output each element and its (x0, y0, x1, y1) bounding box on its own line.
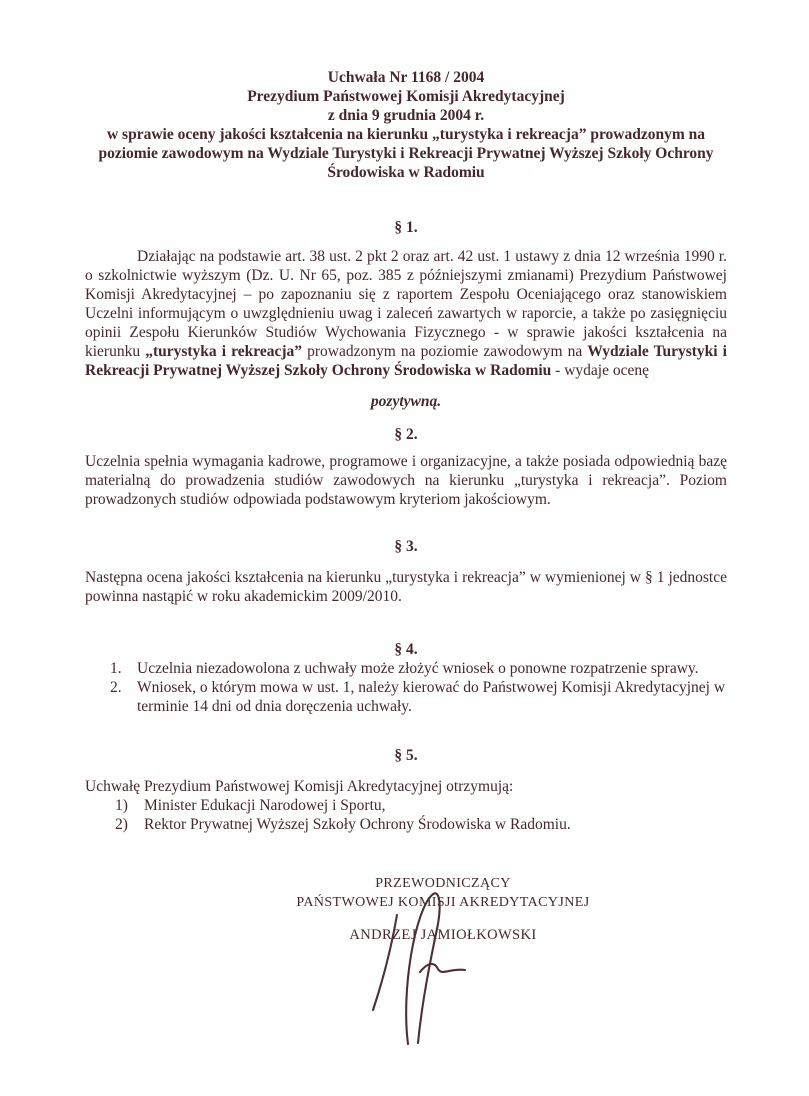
list-item-number: 1. (110, 660, 122, 677)
section-2-paragraph: Uczelnia spełnia wymagania kadrowe, programowe i organizacyjne, a także posiada odpowiednią bazę materialną do prowadzenia studiów zawodowych na kierunku „turystyka i rekreacja”. Poziom prowadzonych studiów odpowiada podstawowym kryteriom jakościowym. (85, 453, 727, 508)
section-5-heading: § 5. (394, 747, 418, 764)
list-item-number: 2) (115, 816, 128, 833)
list-item (110, 678, 727, 716)
list-item-number: 1) (115, 797, 128, 814)
resolution-subject: w sprawie oceny jakości kształcenia na kierunku „turystyka i rekreacja” prowadzonym na poziomie zawodowym na Wydziale Turystyki i Rekreacji Prywatnej Wyższej Szkoły Ochrony Środowiska w Radomiu (98, 126, 714, 181)
section-4-list (85, 659, 727, 716)
section-2-heading: § 2. (394, 426, 418, 443)
list-item-number: 2. (110, 679, 122, 696)
section-5-intro: Uchwałę Prezydium Państwowej Komisji Akredytacyjnej otrzymują: (85, 778, 514, 795)
assessment-verdict: pozytywną. (370, 393, 442, 410)
signer-role-line1: PRZEWODNICZĄCY (375, 876, 511, 891)
signer-name: ANDRZEJ JAMIOŁKOWSKI (349, 927, 537, 943)
s1-text-part-2: prowadzonym na poziomie zawodowym na (302, 343, 588, 360)
resolution-date: z dnia 9 grudnia 2004 r. (327, 107, 485, 124)
s1-text-part-1: Działając na podstawie art. 38 ust. 2 pkt 2 oraz art. 42 ust. 1 ustawy z dnia 12 września 1990 r. o szkolnictwie wyższym (Dz. U. Nr 65, poz. 385 z późniejszymi zmianami) Prezydium Państwowej Komisji Akredytacyjnej – po zapoznaniu się z raportem Zespołu Oceniającego oraz stanowiskiem Uczelni informującym o uwzględnieniu uwag i zaleceń zawartych w raporcie, a także po zasięgnięciu opinii Zespołu Kierunków Studiów Wychowania Fizycznego - w sprawie jakości kształcenia na kierunku (85, 248, 727, 360)
s1-text-part-3: - wydaje ocenę (551, 362, 649, 379)
list-item (110, 659, 727, 678)
issuing-body: Prezydium Państwowej Komisji Akredytacyjnej (247, 88, 565, 105)
list-item-text: Wniosek, o którym mowa w ust. 1, należy kierować do Państwowej Komisji Akredytacyjnej w terminie 14 dni od dnia doręczenia uchwały. (137, 679, 726, 715)
section-3-paragraph: Następna ocena jakości kształcenia na kierunku „turystyka i rekreacja” w wymienionej w § 1 jednostce powinna nastąpić w roku akademickim 2009/2010. (85, 569, 727, 605)
list-item-text: Minister Edukacji Narodowej i Sportu, (144, 797, 386, 814)
section-3-heading: § 3. (394, 538, 418, 555)
section-1-paragraph (85, 247, 727, 380)
list-item (115, 815, 727, 834)
s1-faculty-name: Wydziale Turystyki i Rekreacji Prywatnej Wyższej Szkoły Ochrony Środowiska w Radomiu (85, 343, 727, 379)
section-4-heading: § 4. (394, 641, 418, 658)
signer-role-line2: PAŃSTWOWEJ KOMISJI AKREDYTACYJNEJ (296, 895, 590, 910)
signature-block (122, 874, 764, 945)
list-item (115, 796, 727, 815)
signature-stroke-flourish (420, 964, 465, 972)
section-1-heading: § 1. (394, 219, 418, 236)
s1-field-name: „turystyka i rekreacja” (145, 343, 303, 360)
section-5-list (85, 796, 727, 834)
list-item-text: Uczelnia niezadowolona z uchwały może złożyć wniosek o ponowne rozpatrzenie sprawy. (137, 660, 699, 677)
resolution-number: Uchwała Nr 1168 / 2004 (327, 69, 485, 86)
list-item-text: Rektor Prywatnej Wyższej Szkoły Ochrony Środowiska w Radomiu. (144, 816, 571, 833)
document-header (85, 68, 727, 182)
